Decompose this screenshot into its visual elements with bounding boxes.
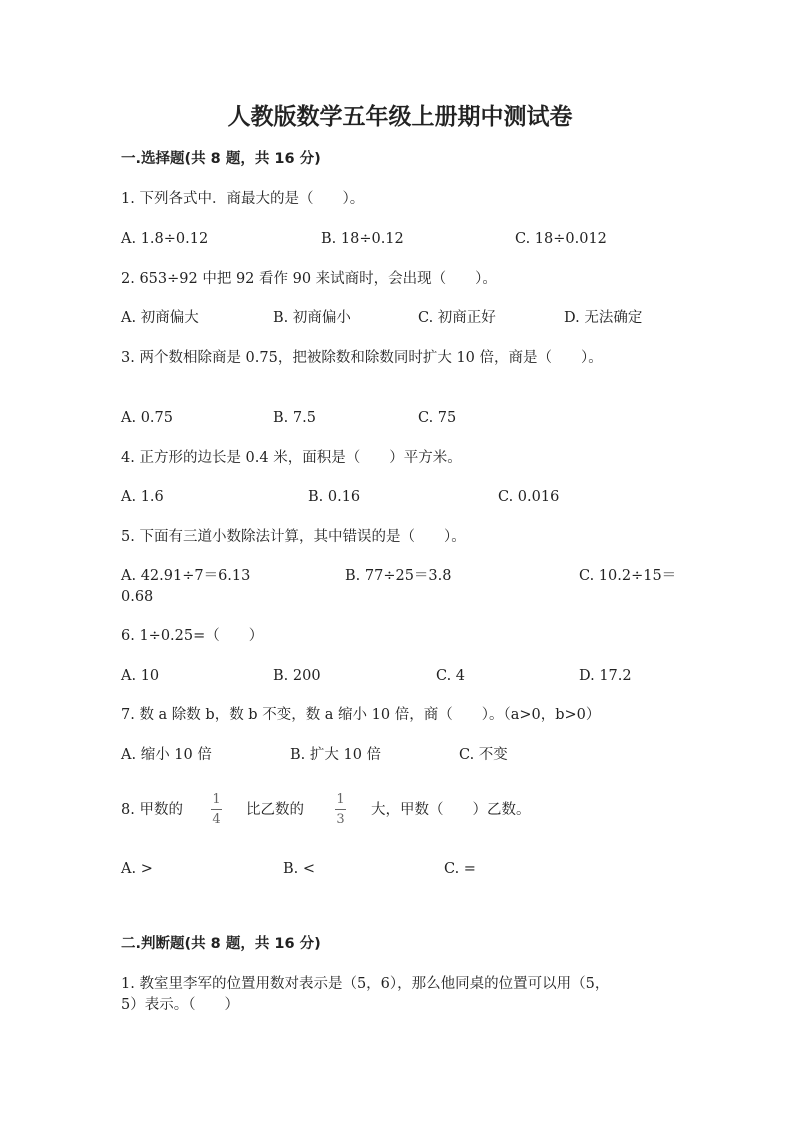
question-1-option-a[interactable]: A. 1.8÷0.12 [121,231,209,247]
question-5-option-c[interactable]: C. 10.2÷15＝ [579,568,677,584]
fraction-1-denominator: 4 [212,812,221,827]
fraction-one-quarter [211,793,222,827]
question-2-option-a[interactable]: A. 初商偏大 [121,310,199,326]
question-8-stem-part-1: 8. 甲数的 [121,802,183,818]
fraction-2-numerator: 1 [336,792,345,807]
question-5-option-c-wrap: 0.68 [121,589,154,605]
question-3-option-b[interactable]: B. 7.5 [273,410,316,426]
page-title: 人教版数学五年级上册期中测试卷 [227,104,573,130]
question-8-stem-part-2: 比乙数的 [246,802,304,818]
question-4-option-b[interactable]: B. 0.16 [308,489,361,505]
question-1-option-c[interactable]: C. 18÷0.012 [515,231,607,247]
section-2-heading: 二.判断题(共 8 题，共 16 分) [121,936,321,952]
question-8-option-a[interactable]: A. > [121,861,153,877]
question-2-option-d[interactable]: D. 无法确定 [564,310,643,326]
question-6-stem: 6. 1÷0.25=（ ） [121,628,264,644]
question-6-option-c[interactable]: C. 4 [436,668,466,684]
question-3-stem: 3. 两个数相除商是 0.75，把被除数和除数同时扩大 10 倍，商是（ ）。 [121,350,603,366]
judge-question-1-line-1: 1. 教室里李军的位置用数对表示是（5，6），那么他同桌的位置可以用（5， [121,976,610,992]
question-7-option-a[interactable]: A. 缩小 10 倍 [121,747,212,763]
question-6-option-d[interactable]: D. 17.2 [579,668,632,684]
question-8-stem-part-3: 大，甲数（ ）乙数。 [371,802,531,818]
fraction-1-numerator: 1 [212,792,221,807]
question-1-option-b[interactable]: B. 18÷0.12 [321,231,404,247]
fraction-2-bar [335,809,346,810]
fraction-1-bar [211,809,222,810]
judge-question-1-line-2: 5）表示。（ ） [121,997,239,1013]
question-8-option-b[interactable]: B. < [283,861,316,877]
question-4-option-c[interactable]: C. 0.016 [498,489,560,505]
question-1-stem: 1. 下列各式中．商最大的是（ ）。 [121,191,365,207]
question-7-option-c[interactable]: C. 不变 [459,747,508,763]
question-5-stem: 5. 下面有三道小数除法计算，其中错误的是（ ）。 [121,529,466,545]
question-3-option-c[interactable]: C. 75 [418,410,457,426]
fraction-one-third [335,793,346,827]
question-4-option-a[interactable]: A. 1.6 [121,489,164,505]
section-1-heading: 一.选择题(共 8 题，共 16 分) [121,151,321,167]
question-5-option-b[interactable]: B. 77÷25＝3.8 [345,568,452,584]
question-5-option-a[interactable]: A. 42.91÷7＝6.13 [121,568,251,584]
question-7-option-b[interactable]: B. 扩大 10 倍 [290,747,382,763]
question-6-option-a[interactable]: A. 10 [121,668,160,684]
question-2-stem: 2. 653÷92 中把 92 看作 90 来试商时，会出现（ ）。 [121,271,497,287]
question-7-stem: 7. 数 a 除数 b，数 b 不变，数 a 缩小 10 倍，商（ ）。（a>0，b>0） [121,707,601,723]
fraction-2-denominator: 3 [336,812,345,827]
question-3-option-a[interactable]: A. 0.75 [121,410,173,426]
question-8-option-c[interactable]: C. = [444,861,476,877]
question-2-option-c[interactable]: C. 初商正好 [418,310,496,326]
question-4-stem: 4. 正方形的边长是 0.4 米，面积是（ ）平方米。 [121,450,462,466]
question-6-option-b[interactable]: B. 200 [273,668,321,684]
question-2-option-b[interactable]: B. 初商偏小 [273,310,351,326]
